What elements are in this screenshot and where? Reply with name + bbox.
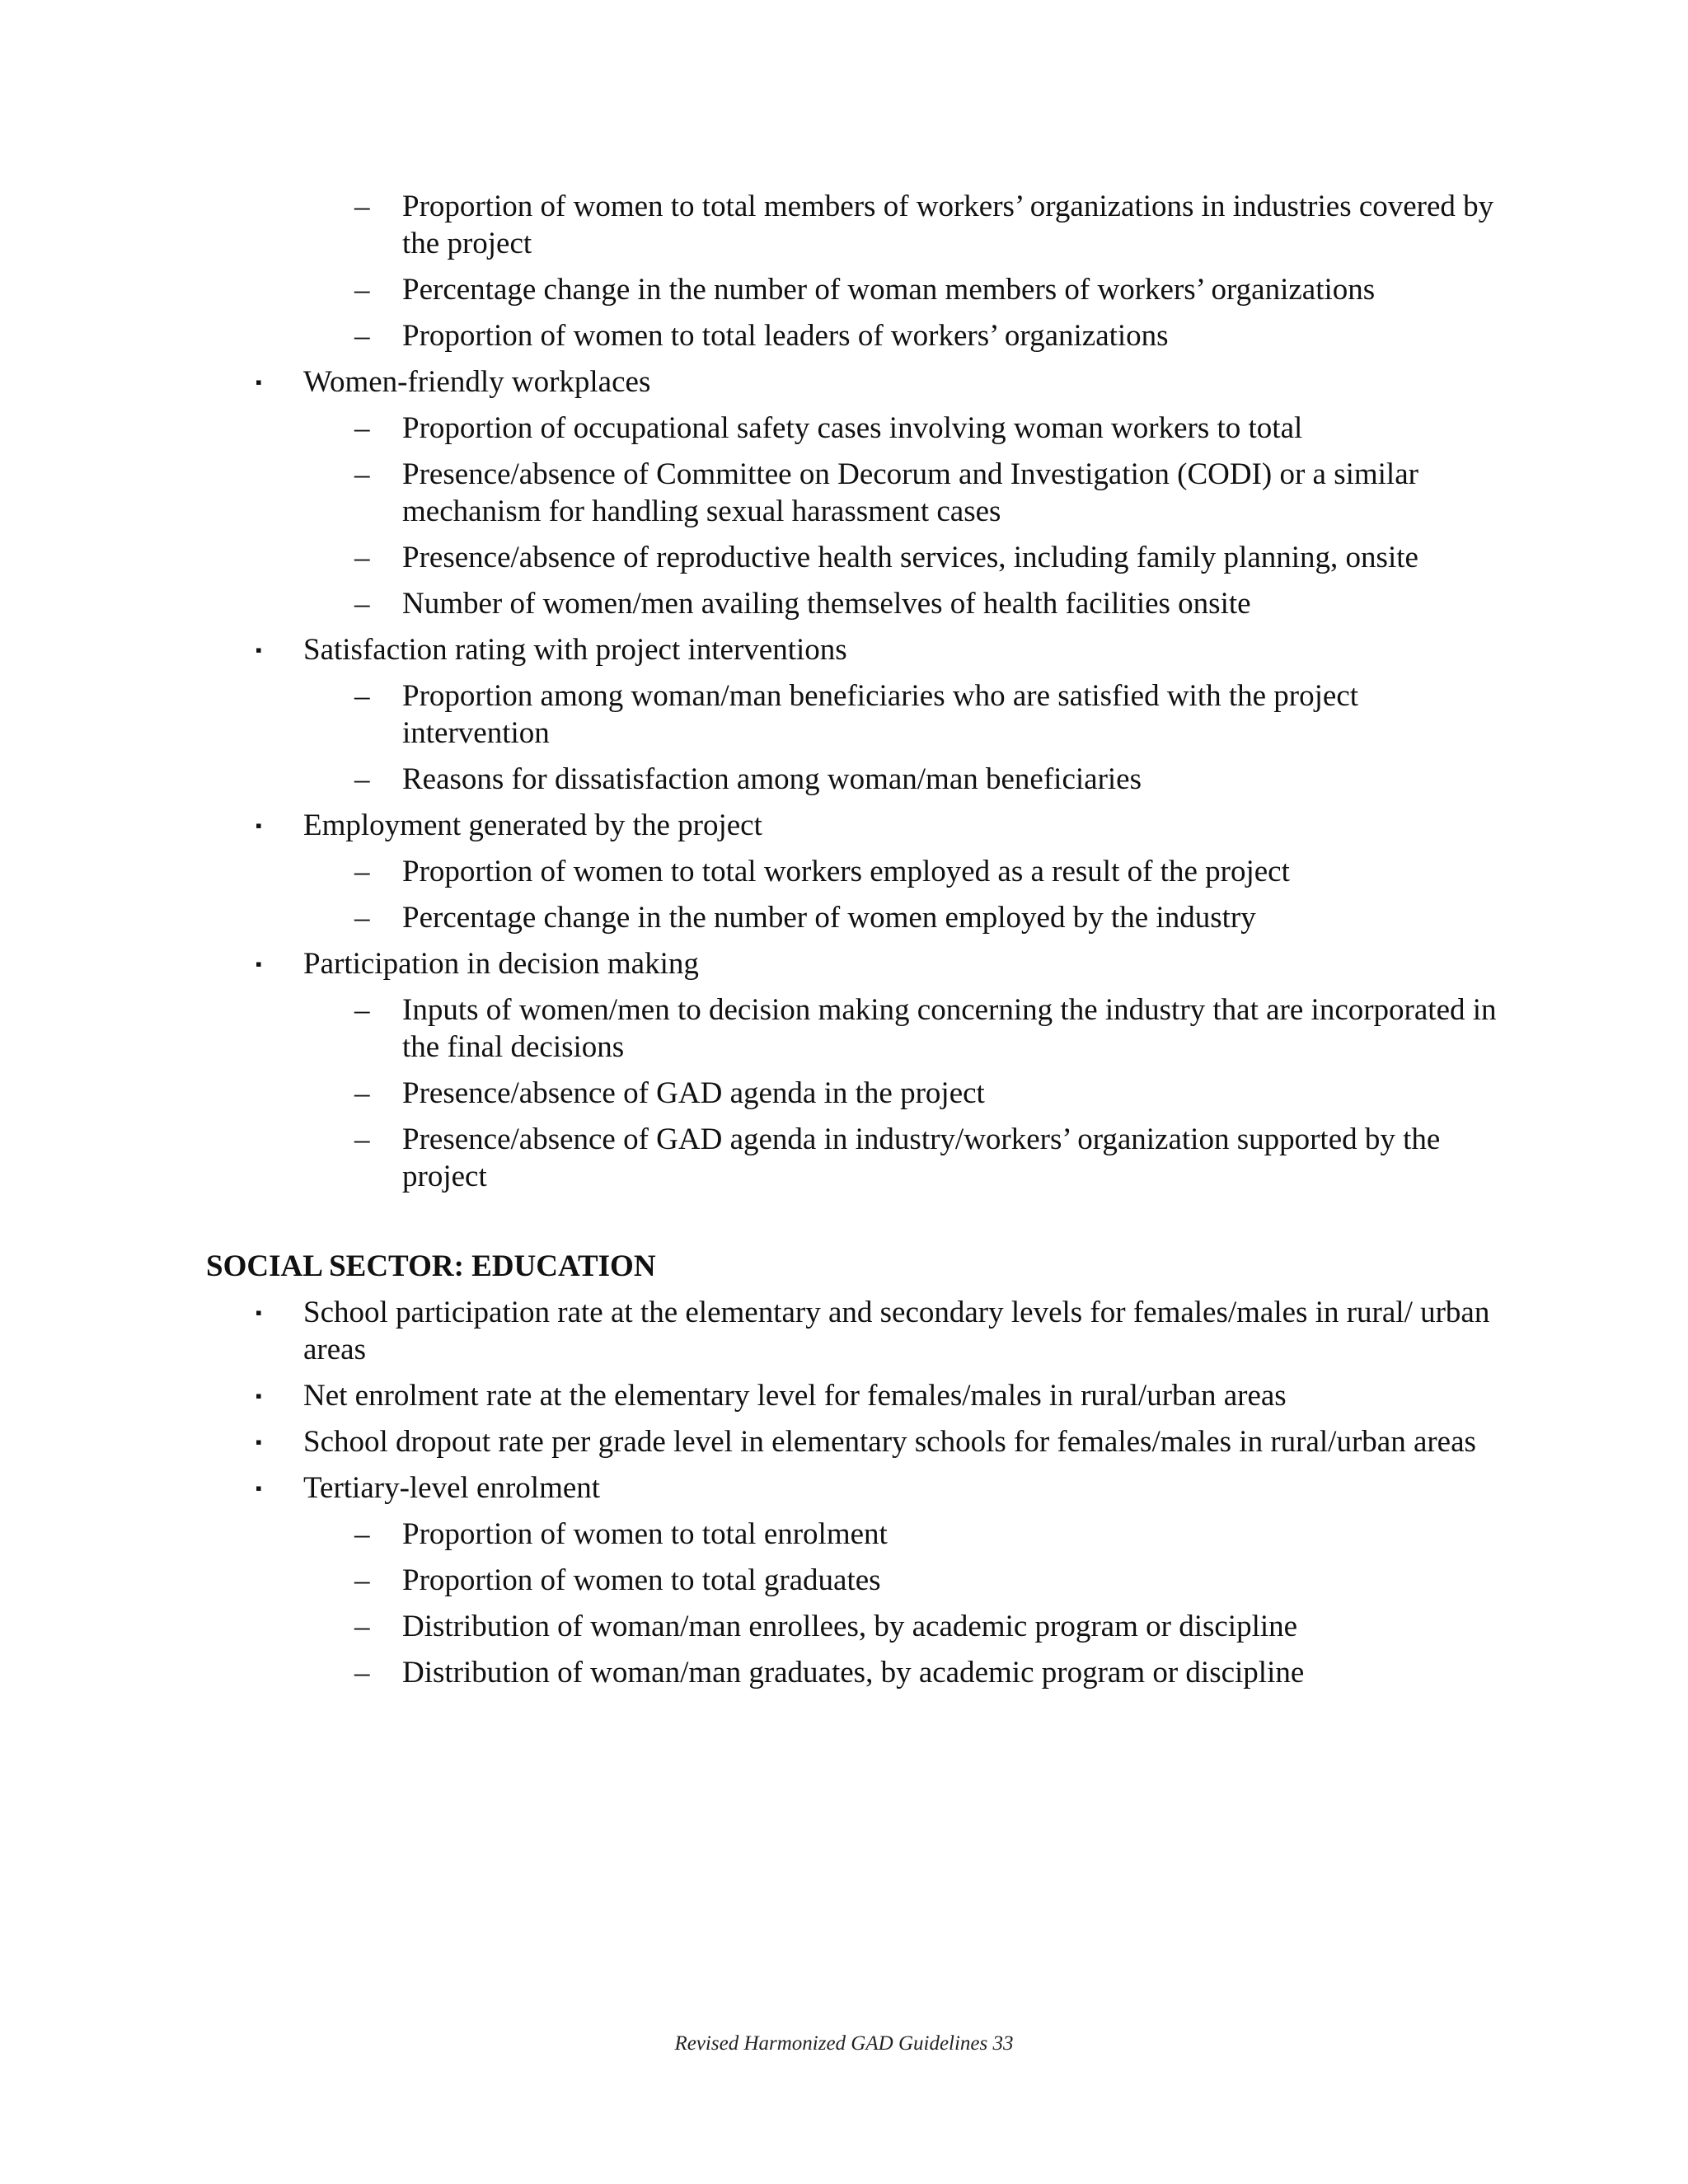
page-content: [206, 188, 1508, 1700]
square-bullet-marker: ▪: [256, 1302, 262, 1323]
dash-marker: –: [354, 541, 370, 574]
square-bullet-marker: ▪: [256, 372, 262, 392]
indicator-item: [206, 1562, 1508, 1599]
square-bullet-marker: ▪: [256, 1385, 262, 1406]
square-bullet-marker: ▪: [256, 954, 262, 974]
dash-marker: –: [354, 855, 370, 888]
dash-marker: –: [354, 587, 370, 621]
dash-marker: –: [354, 457, 370, 491]
topic-bullet: [206, 1423, 1508, 1460]
indicator-item: [206, 585, 1508, 622]
indicator-text: Inputs of women/men to decision making concerning the industry that are incorporated in the final decisions: [402, 993, 1497, 1064]
square-bullet-marker: ▪: [256, 815, 262, 836]
topic-bullet: [206, 807, 1508, 844]
indicator-list: [206, 991, 1508, 1195]
dash-marker: –: [354, 1122, 370, 1156]
dash-marker: –: [354, 993, 370, 1027]
indicator-text: Presence/absence of GAD agenda in industry/workers’ organization supported by the project: [402, 1122, 1441, 1193]
topic-bullet: [206, 1294, 1508, 1368]
topic-label: Net enrolment rate at the elementary level for females/males in rural/urban areas: [303, 1379, 1287, 1413]
indicator-item: [206, 761, 1508, 798]
indicator-item: [206, 271, 1508, 308]
topic-bullet: [206, 631, 1508, 668]
topic-bullet: [206, 363, 1508, 401]
dash-marker: –: [354, 319, 370, 353]
topic-label: Employment generated by the project: [303, 808, 762, 842]
dash-marker: –: [354, 679, 370, 713]
indicator-text: Presence/absence of reproductive health services, including family planning, onsite: [402, 541, 1418, 574]
dash-marker: –: [354, 1076, 370, 1110]
indicator-list: [206, 677, 1508, 798]
indicator-text: Percentage change in the number of women employed by the industry: [402, 901, 1256, 935]
indicator-list: [206, 410, 1508, 622]
topic-label: School dropout rate per grade level in elementary schools for females/males in rural/urban areas: [303, 1425, 1476, 1459]
indicator-text: Presence/absence of Committee on Decorum and Investigation (CODI) or a similar mechanism for handling sexual harassment cases: [402, 457, 1418, 528]
indicator-text: Percentage change in the number of woman members of workers’ organizations: [402, 273, 1376, 307]
indicator-list: [206, 1516, 1508, 1691]
square-bullet-marker: ▪: [256, 1478, 262, 1498]
indicator-item: [206, 1121, 1508, 1195]
indicator-text: Proportion of women to total leaders of workers’ organizations: [402, 319, 1169, 353]
indicator-text: Number of women/men availing themselves of health facilities onsite: [402, 587, 1251, 621]
indicator-text: Proportion of women to total members of workers’ organizations in industries covered by the project: [402, 190, 1494, 260]
square-bullet-marker: ▪: [256, 1432, 262, 1452]
dash-marker: –: [354, 1656, 370, 1690]
indicator-item: [206, 899, 1508, 936]
indicator-text: Proportion of women to total graduates: [402, 1563, 881, 1597]
indicator-item: [206, 677, 1508, 752]
indicator-item: [206, 1075, 1508, 1112]
topic-bullet: [206, 1469, 1508, 1507]
section-heading: SOCIAL SECTOR: EDUCATION: [206, 1249, 656, 1283]
topic-bullet: [206, 945, 1508, 982]
dash-marker: –: [354, 411, 370, 445]
indicator-item: [206, 1654, 1508, 1691]
dash-marker: –: [354, 1563, 370, 1597]
indicator-text: Distribution of woman/man graduates, by academic program or discipline: [402, 1656, 1305, 1690]
indicator-item: [206, 1608, 1508, 1645]
topic-label: Tertiary-level enrolment: [303, 1471, 601, 1505]
indicator-item: [206, 539, 1508, 576]
indicator-text: Proportion among woman/man beneficiaries who are satisfied with the project intervention: [402, 679, 1359, 750]
topic-bullet: [206, 1377, 1508, 1414]
indicator-item: [206, 853, 1508, 890]
dash-marker: –: [354, 1517, 370, 1551]
dash-marker: –: [354, 762, 370, 796]
indicator-list: [206, 853, 1508, 936]
indicator-item: [206, 410, 1508, 447]
indicator-item: [206, 188, 1508, 262]
continued-indicator-list: [206, 188, 1508, 354]
topic-label: Participation in decision making: [303, 947, 699, 981]
dash-marker: –: [354, 1610, 370, 1643]
indicator-item: [206, 317, 1508, 354]
dash-marker: –: [354, 190, 370, 223]
indicator-item: [206, 456, 1508, 530]
topic-label: Satisfaction rating with project interventions: [303, 633, 847, 667]
page-footer: Revised Harmonized GAD Guidelines 33: [674, 2032, 1014, 2055]
topic-label: Women-friendly workplaces: [303, 365, 651, 399]
indicator-text: Proportion of occupational safety cases involving woman workers to total: [402, 411, 1303, 445]
indicator-text: Proportion of women to total workers employed as a result of the project: [402, 855, 1290, 888]
dash-marker: –: [354, 273, 370, 307]
indicator-text: Reasons for dissatisfaction among woman/man beneficiaries: [402, 762, 1142, 796]
indicator-text: Distribution of woman/man enrollees, by academic program or discipline: [402, 1610, 1298, 1643]
topic-label: School participation rate at the elementary and secondary levels for females/males in rural/ urban areas: [303, 1296, 1490, 1366]
indicator-item: [206, 991, 1508, 1066]
dash-marker: –: [354, 901, 370, 935]
indicator-text: Presence/absence of GAD agenda in the project: [402, 1076, 985, 1110]
indicator-text: Proportion of women to total enrolment: [402, 1517, 888, 1551]
square-bullet-marker: ▪: [256, 640, 262, 660]
indicator-item: [206, 1516, 1508, 1553]
